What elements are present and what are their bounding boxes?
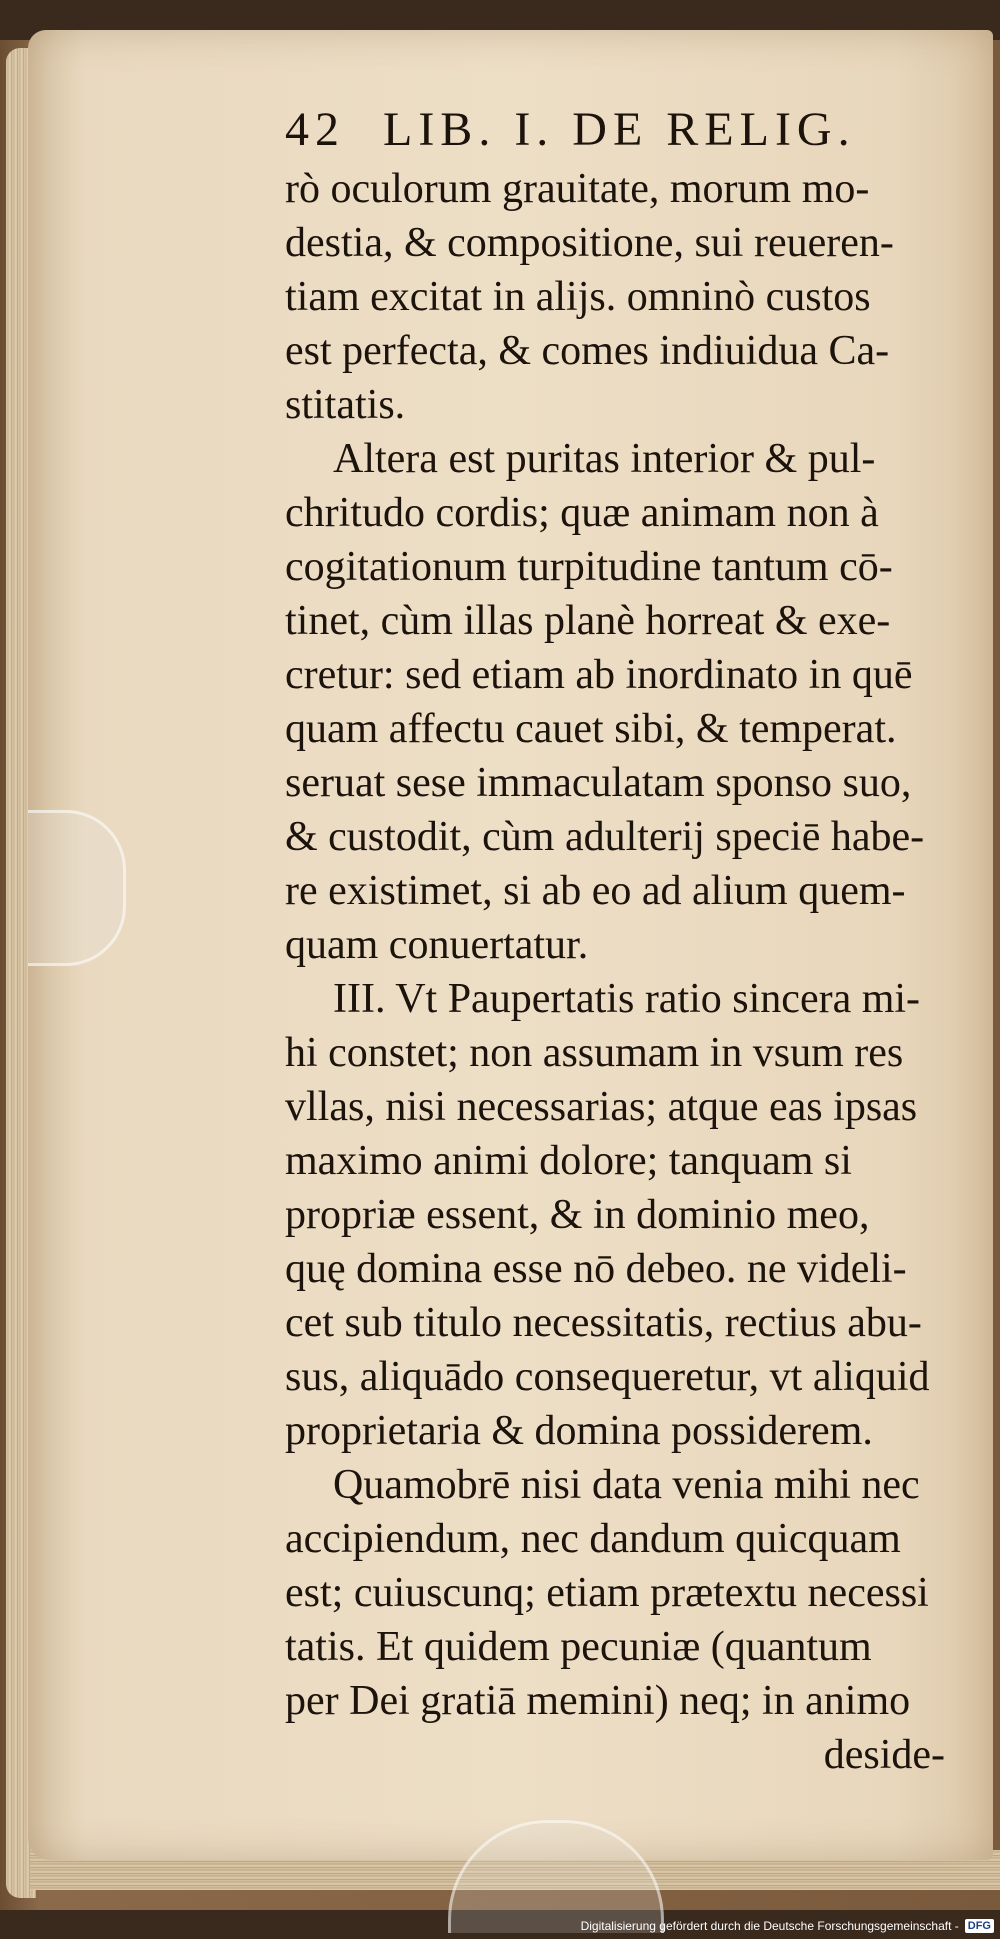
text-line: destia, & compositione, sui reueren- — [285, 220, 894, 266]
text-line: re existimet, si ab eo ad alium quem- — [285, 868, 906, 914]
running-header — [285, 100, 975, 160]
text-line: cet sub titulo necessitatis, rectius abu- — [285, 1300, 922, 1346]
text-line: Quamobrē nisi data venia mihi nec — [333, 1462, 920, 1508]
text-line: per Dei gratiā memini) neq; in animo — [285, 1678, 911, 1724]
text-line: III. Vt Paupertatis ratio sincera mi- — [333, 976, 921, 1022]
text-line: quam affectu cauet sibi, & temperat. — [285, 706, 897, 752]
text-line: vllas, nisi necessarias; atque eas ipsas — [285, 1084, 918, 1130]
page-text — [285, 100, 975, 1782]
text-line: quam conuertatur. — [285, 922, 589, 968]
text-line: propriæ essent, & in dominio meo, — [285, 1192, 870, 1238]
text-line: Altera est puritas interior & pul- — [333, 436, 876, 482]
text-line: est perfecta, & comes indiuidua Ca- — [285, 328, 890, 374]
text-line: cretur: sed etiam ab inordinato in quē — [285, 652, 913, 698]
text-line: deside- — [823, 1732, 945, 1778]
page-clip-left — [28, 810, 126, 966]
digitization-credit — [581, 1917, 994, 1935]
text-line: chritudo cordis; quæ animam non à — [285, 490, 879, 536]
text-line: & custodit, cùm adulterij speciē habe- — [285, 814, 925, 860]
text-line: stitatis. — [285, 382, 406, 428]
text-line: maximo animi dolore; tanquam si — [285, 1138, 852, 1184]
credit-text: Digitalisierung gefördert durch die Deutsche Forschungsgemeinschaft - — [580, 1919, 959, 1933]
text-lines — [285, 162, 975, 1782]
text-line: rò oculorum grauitate, morum mo- — [285, 166, 870, 212]
text-line: quę domina esse nō debeo. ne videli- — [285, 1246, 907, 1292]
text-line: hi constet; non assumam in vsum res — [285, 1030, 904, 1076]
text-line: est; cuiuscunq; etiam prætextu necessi — [285, 1570, 929, 1616]
text-line: accipiendum, nec dandum quicquam — [285, 1516, 901, 1562]
text-line: tinet, cùm illas planè horreat & exe- — [285, 598, 891, 644]
dfg-logo: DFG — [965, 1919, 994, 1933]
text-line: proprietaria & domina possiderem. — [285, 1408, 873, 1454]
running-head-title: LIB. I. DE RELIG. — [383, 103, 856, 156]
text-line: tatis. Et quidem pecuniæ (quantum — [285, 1624, 872, 1670]
text-line: seruat sese immaculatam sponso suo, — [285, 760, 912, 806]
text-line: sus, aliquādo consequeretur, vt aliquid — [285, 1354, 930, 1400]
text-line: tiam excitat in alijs. omninò custos — [285, 274, 871, 320]
text-line: cogitationum turpitudine tantum cō- — [285, 544, 893, 590]
page-number: 42 — [285, 103, 345, 156]
